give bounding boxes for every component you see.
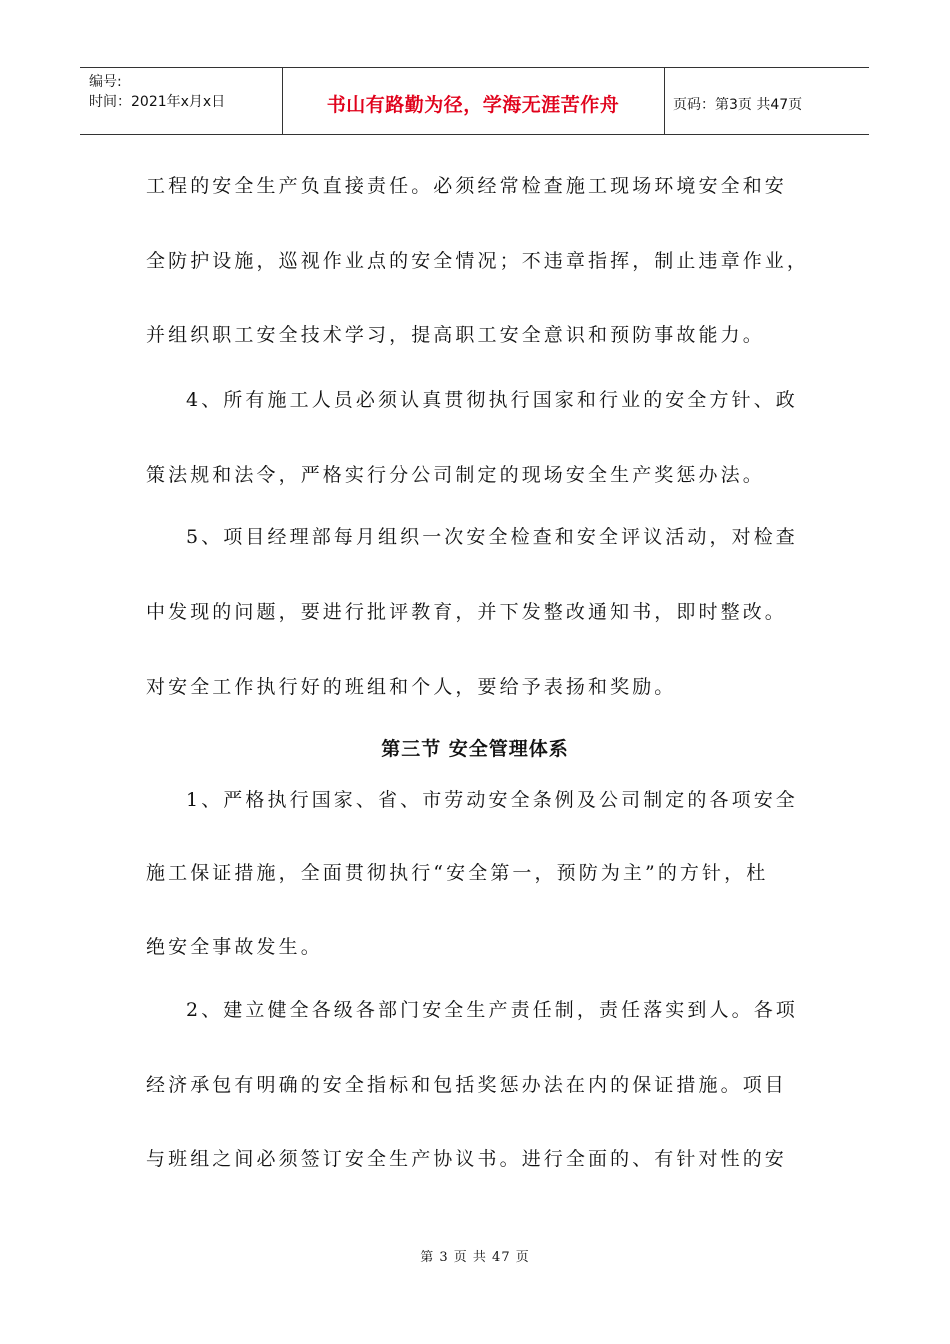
- header-page-info: 页码：第3页 共47页: [673, 97, 803, 113]
- header-motto: 书山有路勤为径，学海无涯苦作舟: [326, 94, 620, 116]
- paragraph-line: 策法规和法令，严格实行分公司制定的现场安全生产奖惩办法。: [146, 464, 765, 486]
- page-footer: 第 3 页 共 47 页: [420, 1250, 530, 1265]
- document-number-label: 编号:: [89, 74, 122, 90]
- paragraph-line: 施工保证措施，全面贯彻执行“安全第一，预防为主”的方针，杜: [146, 862, 769, 884]
- paragraph-line: 并组织职工安全技术学习，提高职工安全意识和预防事故能力。: [146, 324, 765, 346]
- paragraph-line: 中发现的问题，要进行批评教育，并下发整改通知书，即时整改。: [146, 601, 787, 623]
- document-time: 时间：2021年x月x日: [89, 94, 226, 110]
- paragraph-line: 与班组之间必须签订安全生产协议书。进行全面的、有针对性的安: [146, 1148, 787, 1170]
- paragraph-line: 4、所有施工人员必须认真贯彻执行国家和行业的安全方针、政: [186, 389, 798, 411]
- section-title: 第三节 安全管理体系: [381, 738, 569, 760]
- paragraph-line: 绝安全事故发生。: [146, 936, 323, 958]
- paragraph-line: 对安全工作执行好的班组和个人，要给予表扬和奖励。: [146, 676, 677, 698]
- paragraph-line: 全防护设施，巡视作业点的安全情况；不违章指挥，制止违章作业，: [146, 250, 810, 272]
- paragraph-line: 工程的安全生产负直接责任。必须经常检查施工现场环境安全和安: [146, 175, 787, 197]
- header-meta: [89, 72, 225, 112]
- paragraph-line: 经济承包有明确的安全指标和包括奖惩办法在内的保证措施。项目: [146, 1074, 787, 1096]
- document-header: [80, 67, 869, 135]
- paragraph-line: 1、严格执行国家、省、市劳动安全条例及公司制定的各项安全: [186, 789, 798, 811]
- paragraph-line: 5、项目经理部每月组织一次安全检查和安全评议活动，对检查: [186, 526, 798, 548]
- paragraph-line: 2、建立健全各级各部门安全生产责任制，责任落实到人。各项: [186, 999, 798, 1021]
